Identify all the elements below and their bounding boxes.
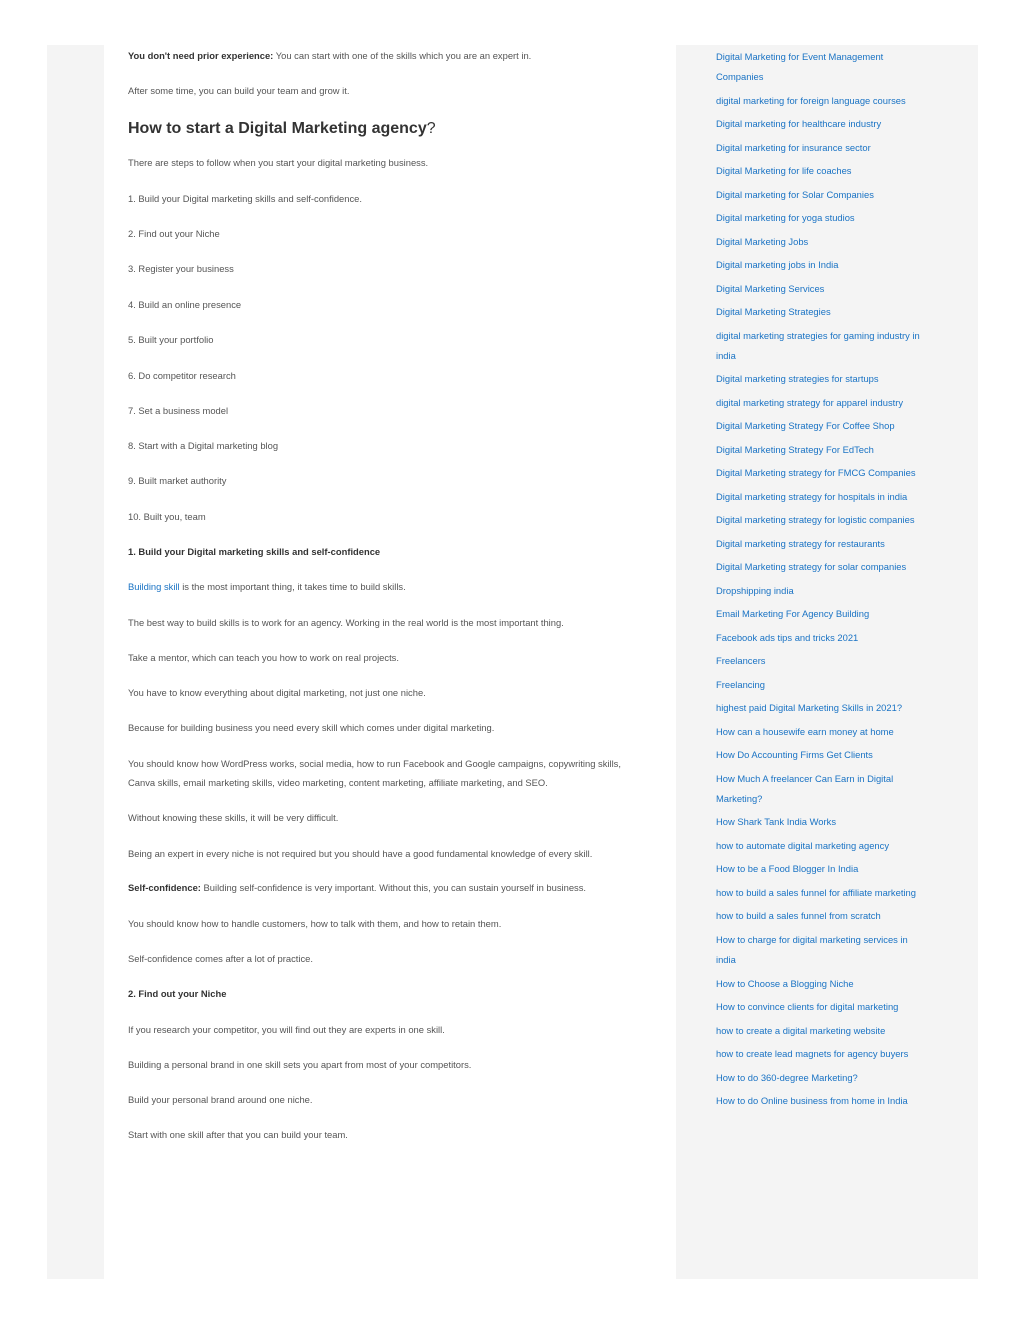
sidebar-link[interactable]: Digital Marketing strategy for FMCG Companies xyxy=(716,467,916,479)
should-know-paragraph: You should know how WordPress works, social media, how to run Facebook and Google campaigns, copywriting skills, Canva skills, email marketing skills, video marketing, content marketing, affiliate marketing, and SEO. xyxy=(128,758,621,788)
sidebar-link[interactable]: how to automate digital marketing agency xyxy=(716,839,890,851)
build-brand-paragraph: Build your personal brand around one niche. xyxy=(128,1094,313,1105)
sidebar-item xyxy=(716,302,928,322)
know-everything-paragraph: You have to know everything about digital marketing, not just one niche. xyxy=(128,687,426,698)
sidebar-link[interactable]: Digital marketing strategy for restaurants xyxy=(716,537,885,549)
sidebar-link[interactable]: Digital Marketing for life coaches xyxy=(716,165,852,177)
sidebar-link[interactable]: How to charge for digital marketing services in india xyxy=(716,933,908,966)
sidebar-item xyxy=(716,326,928,367)
step-item: 7. Set a business model xyxy=(128,405,229,416)
sidebar-item xyxy=(716,255,928,275)
sidebar-item xyxy=(716,836,928,856)
sidebar-item xyxy=(716,1044,928,1064)
practice-paragraph: Self-confidence comes after a lot of practice. xyxy=(128,953,313,964)
sidebar-item xyxy=(716,534,928,554)
sidebar-item xyxy=(716,440,928,460)
subsection-heading-niche xyxy=(128,984,658,1003)
sidebar-item xyxy=(716,463,928,483)
sidebar-link[interactable]: highest paid Digital Marketing Skills in 2021? xyxy=(716,702,903,714)
prior-experience-paragraph xyxy=(128,46,658,65)
sidebar-item xyxy=(716,47,928,88)
sidebar-link[interactable]: Digital marketing for Solar Companies xyxy=(716,188,874,200)
sidebar-item xyxy=(716,138,928,158)
sidebar-item xyxy=(716,604,928,624)
sidebar-item xyxy=(716,883,928,903)
section-heading xyxy=(128,117,436,141)
sidebar-link[interactable]: Digital Marketing strategy for solar companies xyxy=(716,561,907,573)
mentor-paragraph: Take a mentor, which can teach you how to work on real projects. xyxy=(128,652,399,663)
sidebar-link[interactable]: How Much A freelancer Can Earn in Digital Marketing? xyxy=(716,772,894,804)
sidebar-link[interactable]: Digital Marketing Strategies xyxy=(716,306,831,318)
subsection-heading-text: 1. Build your Digital marketing skills and self-confidence xyxy=(128,546,381,557)
sidebar-item xyxy=(716,416,928,436)
sidebar-link[interactable]: Digital marketing strategies for startups xyxy=(716,373,879,385)
building-skill-text: is the most important thing, it takes time to build skills. xyxy=(179,581,406,592)
left-gutter xyxy=(47,45,104,1279)
sidebar-link[interactable]: digital marketing strategies for gaming industry in india xyxy=(716,329,920,361)
sidebar-item xyxy=(716,1091,928,1111)
sidebar-item xyxy=(716,745,928,765)
best-way-paragraph: The best way to build skills is to work for an agency. Working in the real world is the most important thing. xyxy=(128,617,564,628)
sidebar-item xyxy=(716,581,928,601)
step-item: 6. Do competitor research xyxy=(128,370,236,381)
sidebar-item xyxy=(716,557,928,577)
sidebar-item xyxy=(716,930,928,971)
sidebar-link[interactable]: How to do Online business from home in India xyxy=(716,1095,908,1107)
sidebar-link[interactable]: Digital marketing for yoga studios xyxy=(716,212,855,224)
sidebar-link[interactable]: Freelancers xyxy=(716,655,766,667)
sidebar-item xyxy=(716,974,928,994)
step-item: 3. Register your business xyxy=(128,263,234,274)
sidebar-item xyxy=(716,812,928,832)
sidebar-link[interactable]: Email Marketing For Agency Building xyxy=(716,608,870,620)
sidebar-item xyxy=(716,628,928,648)
step-item: 1. Build your Digital marketing skills and self-confidence. xyxy=(128,193,362,204)
self-confidence-paragraph xyxy=(128,878,658,897)
sidebar-link[interactable]: How Shark Tank India Works xyxy=(716,816,837,828)
building-skill-paragraph xyxy=(128,577,658,596)
research-paragraph: If you research your competitor, you will find out they are experts in one skill. xyxy=(128,1024,445,1035)
article-content xyxy=(128,0,658,1325)
sidebar-item xyxy=(716,906,928,926)
step-item: 5. Built your portfolio xyxy=(128,334,214,345)
sidebar-link[interactable]: How to be a Food Blogger In India xyxy=(716,863,859,875)
sidebar-link[interactable]: how to build a sales funnel for affiliate marketing xyxy=(716,886,916,898)
sidebar-categories xyxy=(676,45,978,1279)
sidebar-item xyxy=(716,1021,928,1041)
sidebar-item xyxy=(716,722,928,742)
step-item: 2. Find out your Niche xyxy=(128,228,220,239)
building-skill-link[interactable]: Building skill xyxy=(128,581,180,592)
sidebar-link[interactable]: Facebook ads tips and tricks 2021 xyxy=(716,631,859,643)
sidebar-link[interactable]: digital marketing strategy for apparel industry xyxy=(716,396,904,408)
sidebar-link[interactable]: Dropshipping india xyxy=(716,584,794,596)
sidebar-item xyxy=(716,161,928,181)
sidebar-link[interactable]: Digital Marketing for Event Management Companies xyxy=(716,51,884,83)
sidebar-item xyxy=(716,369,928,389)
sidebar-item xyxy=(716,114,928,134)
sidebar-item xyxy=(716,769,928,810)
sidebar-item xyxy=(716,510,928,530)
start-one-paragraph: Start with one skill after that you can build your team. xyxy=(128,1129,348,1140)
self-confidence-text: Building self-confidence is very important. Without this, you can sustain yourself in business. xyxy=(200,882,587,893)
sidebar-link[interactable]: Digital marketing strategy for hospitals in india xyxy=(716,490,908,502)
steps-intro: There are steps to follow when you start your digital marketing business. xyxy=(128,157,429,168)
personal-brand-paragraph: Building a personal brand in one skill sets you apart from most of your competitors. xyxy=(128,1059,472,1070)
sidebar-link[interactable]: how to create a digital marketing website xyxy=(716,1024,886,1036)
sidebar-item xyxy=(716,208,928,228)
sidebar-link[interactable]: how to build a sales funnel from scratch xyxy=(716,910,881,922)
sidebar-link[interactable]: How Do Accounting Firms Get Clients xyxy=(716,749,873,761)
subsection-heading-text: 2. Find out your Niche xyxy=(128,988,227,999)
without-paragraph: Without knowing these skills, it will be very difficult. xyxy=(128,812,339,823)
sidebar-item xyxy=(716,651,928,671)
prior-experience-text: You can start with one of the skills which you are an expert in. xyxy=(273,50,532,61)
sidebar-item xyxy=(716,393,928,413)
sidebar-item xyxy=(716,675,928,695)
sidebar-link[interactable]: Digital marketing strategy for logistic companies xyxy=(716,514,915,526)
sidebar-link[interactable]: How to do 360-degree Marketing? xyxy=(716,1071,858,1083)
sidebar-item xyxy=(716,859,928,879)
sidebar-link[interactable]: Digital Marketing Strategy For EdTech xyxy=(716,443,874,455)
sidebar-item xyxy=(716,91,928,111)
sidebar-link[interactable]: Digital marketing for insurance sector xyxy=(716,141,871,153)
sidebar-link[interactable]: digital marketing for foreign language courses xyxy=(716,94,906,106)
handle-customers-paragraph: You should know how to handle customers, how to talk with them, and how to retain them. xyxy=(128,918,502,929)
sidebar-item xyxy=(716,279,928,299)
step-item: 8. Start with a Digital marketing blog xyxy=(128,440,279,451)
after-time-paragraph: After some time, you can build your team and grow it. xyxy=(128,85,350,96)
sidebar-link[interactable]: Digital marketing for healthcare industry xyxy=(716,118,882,130)
sidebar-link[interactable]: Digital marketing jobs in India xyxy=(716,259,839,271)
sidebar-link[interactable]: How to Choose a Blogging Niche xyxy=(716,977,854,989)
sidebar-link[interactable]: Digital Marketing Jobs xyxy=(716,235,809,247)
sidebar-link[interactable]: how to create lead magnets for agency buyers xyxy=(716,1048,909,1060)
because-paragraph: Because for building business you need every skill which comes under digital marketing. xyxy=(128,722,495,733)
self-confidence-label: Self-confidence: xyxy=(128,882,201,893)
step-item: 4. Build an online presence xyxy=(128,299,242,310)
sidebar-link[interactable]: Digital Marketing Strategy For Coffee Shop xyxy=(716,420,895,432)
sidebar-item xyxy=(716,232,928,252)
sidebar-link[interactable]: Digital Marketing Services xyxy=(716,282,825,294)
sidebar-item xyxy=(716,698,928,718)
sidebar-link[interactable]: Freelancing xyxy=(716,678,765,690)
prior-experience-label: You don't need prior experience: xyxy=(128,50,274,61)
step-item: 9. Built market authority xyxy=(128,475,227,486)
subsection-heading-skills xyxy=(128,542,658,561)
expert-paragraph: Being an expert in every niche is not required but you should have a good fundamental knowledge of every skill. xyxy=(128,848,593,859)
sidebar-item xyxy=(716,185,928,205)
heading-text: How to start a Digital Marketing agency xyxy=(128,120,427,137)
sidebar-link[interactable]: How can a housewife earn money at home xyxy=(716,725,894,737)
sidebar-item xyxy=(716,1068,928,1088)
sidebar-link-list xyxy=(716,47,928,1115)
heading-question-mark: ? xyxy=(426,120,436,137)
step-item: 10. Built you, team xyxy=(128,511,206,522)
sidebar-item xyxy=(716,997,928,1017)
sidebar-link[interactable]: How to convince clients for digital marketing xyxy=(716,1001,899,1013)
sidebar-item xyxy=(716,487,928,507)
